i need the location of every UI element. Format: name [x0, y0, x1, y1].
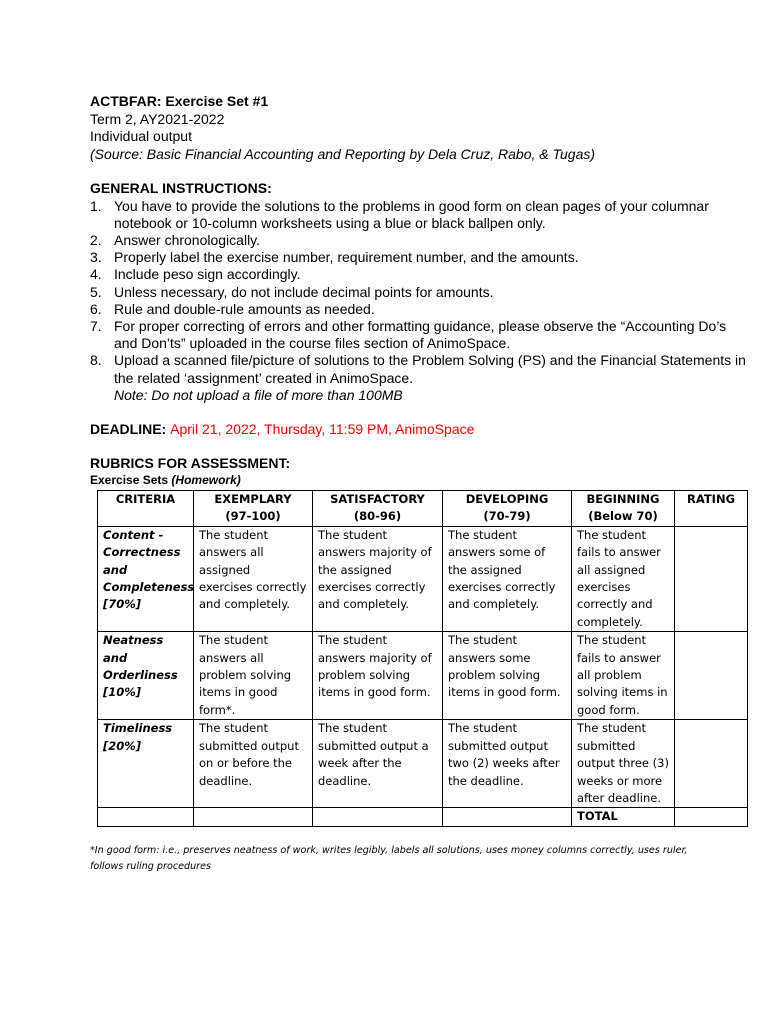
output-type-line: Individual output	[90, 128, 192, 144]
deadline-value: April 21, 2022, Thursday, 11:59 PM, AnimoSpace	[170, 420, 475, 437]
list-item: 6. Rule and double-rule amounts as needed.	[90, 300, 375, 317]
document-body	[90, 93, 750, 488]
rating-cell	[675, 632, 748, 720]
rubrics-subheading: Exercise Sets (Homework)	[90, 472, 241, 487]
deadline-line	[90, 421, 750, 439]
list-item: 7. For proper correcting of errors and other formatting guidance, please observe the “Accounting Do’s and Don’ts” uploaded in the course files section of AnimoSpace.	[90, 317, 727, 352]
beginning-cell: The student fails to answer all problem solving items in good form.	[572, 632, 675, 720]
rating-cell	[675, 720, 748, 808]
exemplary-cell: The student answers all assigned exercises correctly and completely.	[194, 526, 313, 631]
criteria-cell: Content - Correctness and Completeness [70%]	[98, 526, 194, 631]
criteria-cell: Neatness and Orderliness [10%]	[98, 632, 194, 720]
document-title: ACTBFAR: Exercise Set #1	[90, 93, 269, 109]
satisfactory-cell: The student answers majority of problem solving items in good form.	[313, 632, 443, 720]
list-item: 8. Upload a scanned file/picture of solutions to the Problem Solving (PS) and the Financial Statements in the related ‘assignment’ created in AnimoSpace.	[90, 352, 746, 386]
column-header: CRITERIA	[98, 491, 194, 527]
footnote: *In good form: i.e., preserves neatness of work, writes legibly, labels all solutions, uses money columns correctly, uses ruler, follows ruling procedures	[90, 845, 688, 872]
rating-cell	[675, 526, 748, 631]
table-row	[98, 632, 748, 720]
exemplary-cell: The student submitted output on or before the deadline.	[194, 720, 313, 808]
list-item: 4. Include peso sign accordingly.	[90, 266, 301, 283]
instructions-list	[90, 198, 750, 404]
column-header: EXEMPLARY (97-100)	[194, 491, 313, 527]
upload-note: Note: Do not upload a file of more than 100MB	[114, 386, 403, 403]
satisfactory-cell: The student answers majority of the assigned exercises correctly and completely.	[313, 526, 443, 631]
rubric-table	[97, 490, 748, 827]
total-label: TOTAL	[572, 808, 675, 826]
satisfactory-cell: The student submitted output a week after the deadline.	[313, 720, 443, 808]
table-row	[98, 720, 748, 808]
list-item: 2. Answer chronologically.	[90, 231, 261, 248]
developing-cell: The student submitted output two (2) weeks after the deadline.	[443, 720, 572, 808]
list-item: 5. Unless necessary, do not include decimal points for amounts.	[90, 283, 494, 300]
beginning-cell: The student submitted output three (3) weeks or more after deadline.	[572, 720, 675, 808]
general-instructions-heading: GENERAL INSTRUCTIONS:	[90, 180, 272, 196]
beginning-cell: The student fails to answer all assigned exercises correctly and completely.	[572, 526, 675, 631]
list-item: 1. You have to provide the solutions to the problems in good form on clean pages of your columnar notebook or 10-column worksheets using a blue or black ballpen only.	[90, 197, 709, 231]
source-line: (Source: Basic Financial Accounting and Reporting by Dela Cruz, Rabo, & Tugas)	[90, 145, 596, 162]
rubrics-heading: RUBRICS FOR ASSESSMENT:	[90, 455, 291, 472]
column-header: DEVELOPING (70-79)	[443, 491, 572, 527]
total-row	[98, 808, 748, 826]
developing-cell: The student answers some of the assigned exercises correctly and completely.	[443, 526, 572, 631]
column-header: BEGINNING (Below 70)	[572, 491, 675, 527]
list-item: 3. Properly label the exercise number, requirement number, and the amounts.	[90, 249, 579, 266]
criteria-cell: Timeliness [20%]	[98, 720, 194, 808]
developing-cell: The student answers some problem solving items in good form.	[443, 632, 572, 720]
total-rating-cell	[675, 808, 748, 826]
exemplary-cell: The student answers all problem solving items in good form*.	[194, 632, 313, 720]
deadline-label: DEADLINE:	[90, 420, 167, 437]
table-row	[98, 526, 748, 631]
upload-note-item	[90, 387, 750, 404]
column-header: RATING	[675, 491, 748, 527]
term-line: Term 2, AY2021-2022	[90, 110, 225, 127]
table-header-row	[98, 491, 748, 527]
column-header: SATISFACTORY (80-96)	[313, 491, 443, 527]
